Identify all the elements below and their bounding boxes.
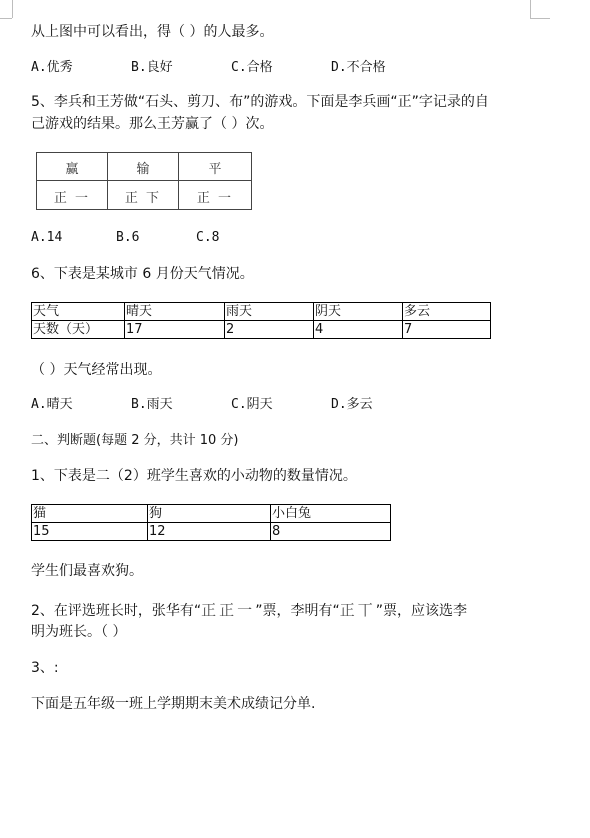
table-cell: 17 — [125, 321, 225, 339]
j2-line1 — [31, 600, 467, 621]
tally-row-divider — [37, 180, 251, 181]
option-a: A.晴天 — [31, 397, 73, 412]
section-heading: 二、判断题(每题 2 分，共计 10 分) — [31, 433, 239, 448]
crop-mark-top-left — [0, 0, 13, 18]
tally-win: 正 一 — [53, 191, 91, 206]
table-cell: 天气 — [32, 303, 125, 321]
option-b: B.6 — [116, 230, 140, 245]
j2-text-a: 2、在评选班长时，张华有“ — [31, 603, 202, 619]
option-c: C.8 — [196, 230, 220, 245]
table-cell: 12 — [148, 523, 271, 541]
tally-header-win: 赢 — [65, 162, 79, 177]
j1-statement: 学生们最喜欢狗。 — [31, 563, 143, 579]
table-cell: 多云 — [403, 303, 491, 321]
option-b: B.良好 — [131, 60, 173, 75]
tally-lose: 正 下 — [124, 191, 162, 206]
table-cell: 猫 — [32, 505, 148, 523]
table-row — [32, 505, 391, 523]
tally-zhanghua: 正正一 — [201, 601, 256, 619]
table-cell: 天数（天） — [32, 321, 125, 339]
table-cell: 晴天 — [125, 303, 225, 321]
tally-draw: 正 一 — [196, 191, 234, 206]
table-row — [32, 523, 391, 541]
option-c: C.合格 — [231, 60, 273, 75]
table-cell: 狗 — [148, 505, 271, 523]
q5-stem-line2: 己游戏的结果。那么王芳赢了（ ）次。 — [31, 116, 274, 132]
table-row — [32, 321, 491, 339]
tally-header-draw: 平 — [208, 162, 222, 177]
q6-stem: 6、下表是某城市 6 月份天气情况。 — [31, 266, 254, 282]
option-c: C.阴天 — [231, 397, 273, 412]
table-cell: 2 — [225, 321, 314, 339]
crop-mark-top-right-h — [530, 18, 550, 19]
table-cell: 4 — [314, 321, 403, 339]
option-d: D.不合格 — [331, 60, 386, 75]
table-cell: 8 — [271, 523, 391, 541]
j3-label: 3、: — [31, 660, 59, 676]
q6-blank-line: （ ）天气经常出现。 — [31, 362, 162, 378]
j2-text-c: ”票，应该选李 — [375, 603, 467, 619]
table-row — [32, 303, 491, 321]
option-d: D.多云 — [331, 397, 373, 412]
j1-stem: 1、下表是二（2）班学生喜欢的小动物的数量情况。 — [31, 468, 357, 484]
tally-header-lose: 输 — [136, 162, 150, 177]
option-b: B.雨天 — [131, 397, 173, 412]
tally-liming: 正丅 — [339, 601, 376, 619]
table-cell: 小白兔 — [271, 505, 391, 523]
table-cell: 15 — [32, 523, 148, 541]
j3-text: 下面是五年级一班上学期期末美术成绩记分单. — [31, 696, 316, 712]
crop-mark-top-right — [530, 0, 531, 18]
weather-table — [31, 302, 491, 339]
j2-line2: 明为班长。（ ） — [31, 624, 127, 640]
crop-mark-top-left-h — [0, 18, 12, 19]
table-cell: 7 — [403, 321, 491, 339]
table-cell: 阴天 — [314, 303, 403, 321]
option-a: A.14 — [31, 230, 63, 245]
question-stem: 从上图中可以看出，得（ ）的人最多。 — [31, 24, 274, 40]
tally-table — [36, 152, 252, 210]
table-cell: 雨天 — [225, 303, 314, 321]
animal-table — [31, 504, 391, 541]
option-a: A.优秀 — [31, 60, 73, 75]
j2-text-b: ”票，李明有“ — [255, 603, 340, 619]
q5-stem-line1: 5、李兵和王芳做“石头、剪刀、布”的游戏。下面是李兵画“正”字记录的自 — [31, 94, 489, 110]
